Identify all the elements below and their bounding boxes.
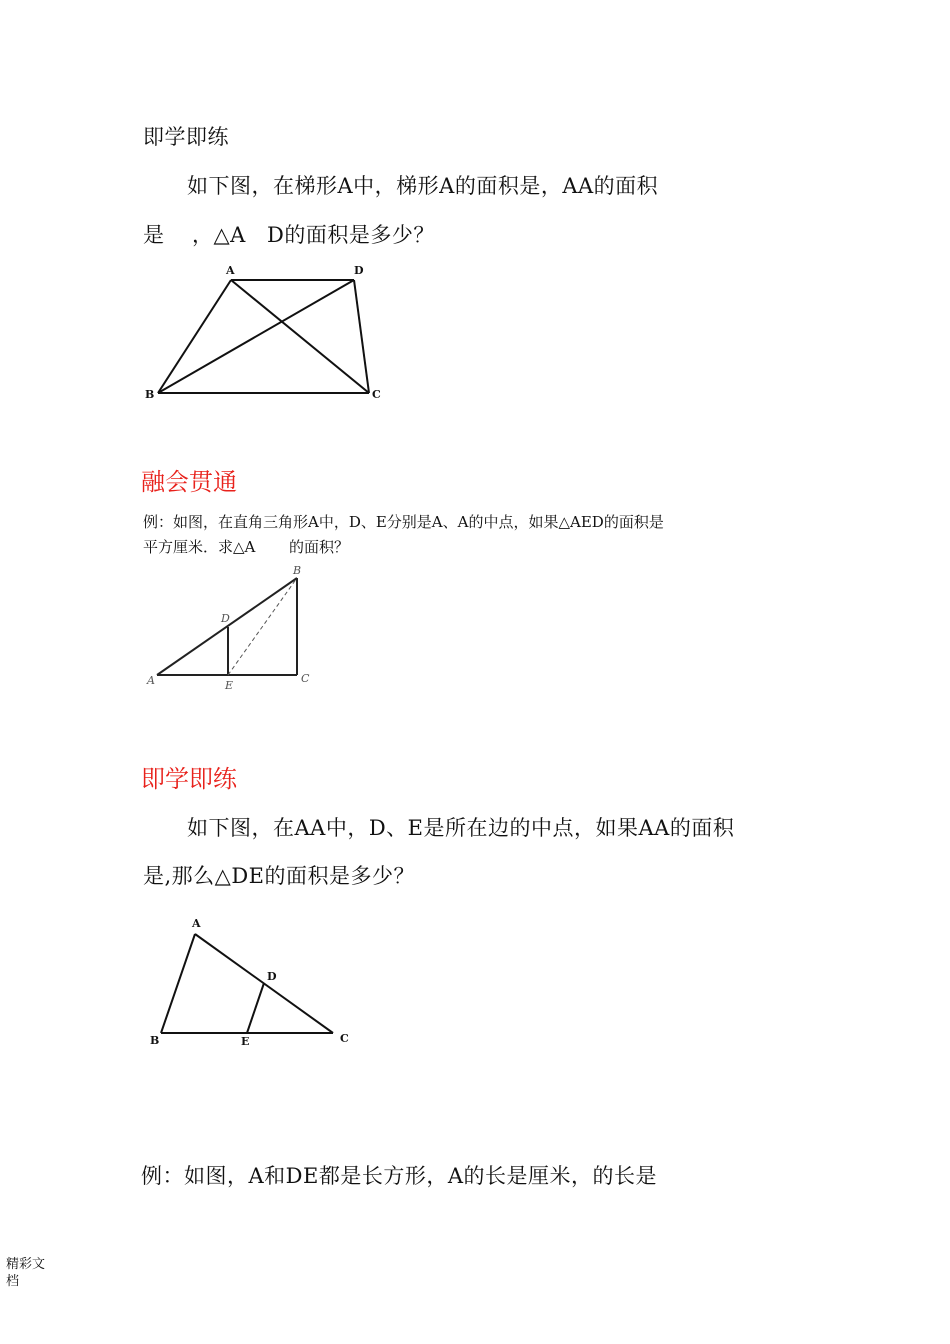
label-d: D bbox=[267, 970, 277, 983]
footer-label bbox=[6, 1256, 45, 1290]
problem-text-line-2b: ，△A bbox=[192, 223, 246, 247]
problem2-text-line-1: 如下图，在AA中，D、E是所在边的中点，如果AA的面积 bbox=[187, 816, 735, 840]
label-e: E bbox=[241, 1035, 250, 1048]
example-text-line-1: 例：如图，在直角三角形A中，D、E分别是A、A的中点，如果△AED的面积是 bbox=[143, 513, 664, 531]
label-c: C bbox=[301, 672, 310, 685]
edge-ab bbox=[158, 280, 231, 393]
trapezoid-diagram bbox=[143, 260, 388, 405]
diagonal-ac bbox=[231, 280, 369, 393]
edge-dc bbox=[354, 280, 369, 393]
right-triangle-figure bbox=[143, 563, 318, 695]
problem-text-line-2a: 是 bbox=[143, 223, 165, 247]
triangle-midpoint-diagram bbox=[143, 910, 358, 1050]
label-c: C bbox=[340, 1032, 349, 1045]
footer-line-1: 精彩文 bbox=[6, 1257, 46, 1272]
label-b: B bbox=[293, 564, 302, 577]
label-b: B bbox=[145, 388, 155, 401]
edge-ab bbox=[161, 934, 195, 1033]
right-triangle-diagram bbox=[143, 563, 318, 695]
label-a: A bbox=[192, 917, 201, 930]
triangle-midpoint-figure bbox=[143, 910, 358, 1050]
label-b: B bbox=[150, 1034, 160, 1047]
section-heading-practice-1: 即学即练 bbox=[143, 125, 229, 149]
label-d: D bbox=[354, 264, 364, 277]
segment-de bbox=[247, 983, 264, 1033]
label-e: E bbox=[225, 679, 234, 692]
trapezoid-figure bbox=[143, 260, 388, 405]
diagonal-bd bbox=[158, 280, 354, 393]
label-a: A bbox=[226, 264, 235, 277]
problem2-text-line-2: 是,那么△DE的面积是多少？ bbox=[143, 864, 415, 888]
example-text-line-2a: 平方厘米．求△A bbox=[143, 538, 256, 556]
label-c: C bbox=[372, 388, 381, 401]
footer-line-2: 档 bbox=[6, 1274, 20, 1289]
dashed-segment-eb bbox=[228, 578, 297, 675]
label-d: D bbox=[221, 612, 230, 625]
section-heading-integrate: 融会贯通 bbox=[141, 468, 237, 496]
problem-text-line-1: 如下图，在梯形A中，梯形A的面积是，AA的面积 bbox=[187, 174, 659, 198]
example-text-line-2b: 的面积？ bbox=[289, 538, 350, 556]
section-heading-practice-2: 即学即练 bbox=[141, 765, 237, 793]
label-a: A bbox=[147, 674, 155, 687]
example2-text-line-1: 例：如图，A和DE都是长方形，A的长是厘米，的长是 bbox=[141, 1164, 657, 1188]
problem-text-line-2c: D的面积是多少？ bbox=[267, 223, 435, 247]
